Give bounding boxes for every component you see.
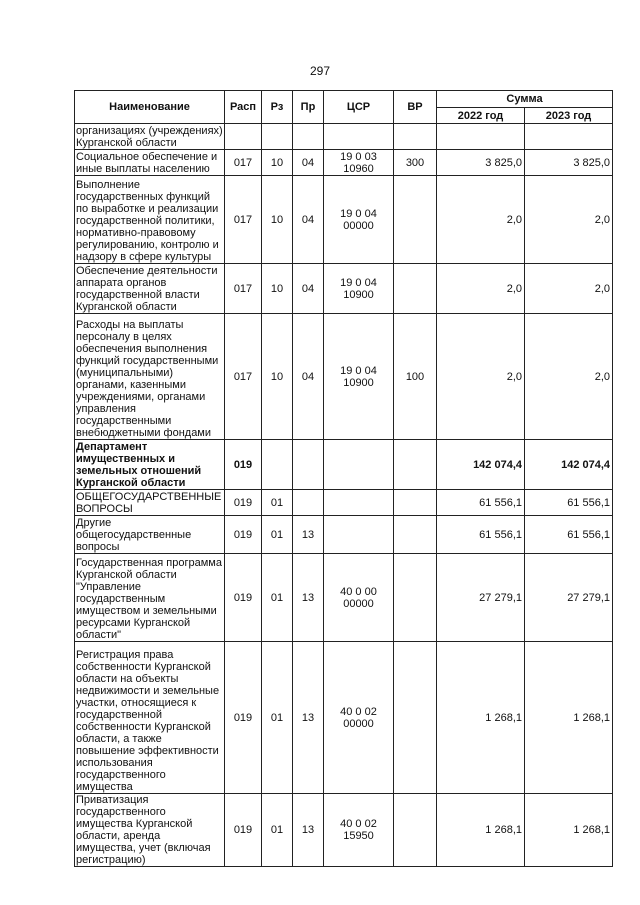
row-rz: 10 (262, 150, 293, 176)
row-rasp: 019 (225, 440, 262, 490)
row-pr (293, 490, 324, 516)
row-2022: 2,0 (437, 314, 525, 440)
row-vr (394, 642, 437, 794)
row-csr: 19 0 04 00000 (324, 176, 394, 264)
row-vr (394, 124, 437, 150)
row-2022: 2,0 (437, 264, 525, 314)
row-2023: 1 268,1 (525, 794, 613, 867)
row-pr: 04 (293, 176, 324, 264)
table-row (75, 554, 613, 642)
row-rasp: 017 (225, 176, 262, 264)
row-csr (324, 124, 394, 150)
header-pr: Пр (293, 91, 324, 124)
row-name: ОБЩЕГОСУДАРСТВЕННЫЕ ВОПРОСЫ (75, 490, 225, 516)
header-vr: ВР (394, 91, 437, 124)
row-pr (293, 440, 324, 490)
row-vr (394, 554, 437, 642)
row-2022: 3 825,0 (437, 150, 525, 176)
header-csr: ЦСР (324, 91, 394, 124)
row-name: Выполнение государственных функций по выработке и реализации государственной политики, нормативно-правовому регулированию, контролю и надзору в сфере культуры (75, 176, 225, 264)
row-name: Обеспечение деятельности аппарата органов государственной власти Курганской области (75, 264, 225, 314)
header-sum: Сумма (437, 91, 613, 108)
row-csr (324, 490, 394, 516)
row-rasp: 019 (225, 554, 262, 642)
row-rz: 01 (262, 516, 293, 554)
table-row (75, 124, 613, 150)
table-row (75, 176, 613, 264)
row-csr: 40 0 00 00000 (324, 554, 394, 642)
row-pr: 13 (293, 642, 324, 794)
row-csr (324, 440, 394, 490)
row-2023: 1 268,1 (525, 642, 613, 794)
row-rasp (225, 124, 262, 150)
table-row (75, 440, 613, 490)
table-row (75, 264, 613, 314)
row-rasp: 017 (225, 314, 262, 440)
row-name: Департамент имущественных и земельных отношений Курганской области (75, 440, 225, 490)
table-row (75, 314, 613, 440)
header-rasp: Расп (225, 91, 262, 124)
row-pr: 04 (293, 150, 324, 176)
row-vr: 100 (394, 314, 437, 440)
row-csr: 40 0 02 00000 (324, 642, 394, 794)
row-csr: 19 0 04 10900 (324, 264, 394, 314)
row-vr (394, 264, 437, 314)
row-2023: 142 074,4 (525, 440, 613, 490)
row-name: Социальное обеспечение и иные выплаты населению (75, 150, 225, 176)
row-rz (262, 440, 293, 490)
row-2023: 61 556,1 (525, 490, 613, 516)
header-2023: 2023 год (525, 108, 613, 124)
row-vr: 300 (394, 150, 437, 176)
row-rasp: 017 (225, 264, 262, 314)
row-2022: 2,0 (437, 176, 525, 264)
row-vr (394, 794, 437, 867)
row-csr: 19 0 03 10960 (324, 150, 394, 176)
row-name: Государственная программа Курганской области "Управление государственным имуществом и земельными ресурсами Курганской области" (75, 554, 225, 642)
header-2022: 2022 год (437, 108, 525, 124)
row-name: Другие общегосударственные вопросы (75, 516, 225, 554)
row-2023: 2,0 (525, 264, 613, 314)
row-rz: 10 (262, 314, 293, 440)
table-row (75, 490, 613, 516)
table-row (75, 150, 613, 176)
row-2022: 1 268,1 (437, 642, 525, 794)
row-rz: 01 (262, 554, 293, 642)
table-row (75, 516, 613, 554)
row-rz: 10 (262, 264, 293, 314)
row-rasp: 017 (225, 150, 262, 176)
row-2023: 2,0 (525, 314, 613, 440)
row-pr: 04 (293, 264, 324, 314)
row-2023: 2,0 (525, 176, 613, 264)
row-csr: 19 0 04 10900 (324, 314, 394, 440)
table-row (75, 642, 613, 794)
row-rasp: 019 (225, 516, 262, 554)
row-2022: 61 556,1 (437, 516, 525, 554)
row-rasp: 019 (225, 642, 262, 794)
row-vr (394, 440, 437, 490)
row-vr (394, 176, 437, 264)
row-vr (394, 516, 437, 554)
row-pr: 13 (293, 554, 324, 642)
row-rz: 01 (262, 642, 293, 794)
row-rasp: 019 (225, 794, 262, 867)
row-rz (262, 124, 293, 150)
row-name: Приватизация государственного имущества Курганской области, аренда имущества, учет (включая регистрацию) (75, 794, 225, 867)
row-2022: 1 268,1 (437, 794, 525, 867)
row-rz: 10 (262, 176, 293, 264)
row-2023: 61 556,1 (525, 516, 613, 554)
row-name: Расходы на выплаты персоналу в целях обеспечения выполнения функций государственными (муниципальными) органами, казенными учреждениями, органами управления государственными внебюджетными фондами (75, 314, 225, 440)
row-2023 (525, 124, 613, 150)
row-2022: 142 074,4 (437, 440, 525, 490)
header-name: Наименование (75, 91, 225, 124)
row-2023: 3 825,0 (525, 150, 613, 176)
header-rz: Рз (262, 91, 293, 124)
row-vr (394, 490, 437, 516)
row-rz: 01 (262, 490, 293, 516)
row-csr: 40 0 02 15950 (324, 794, 394, 867)
row-pr (293, 124, 324, 150)
row-pr: 04 (293, 314, 324, 440)
table-row (75, 794, 613, 867)
row-csr (324, 516, 394, 554)
row-name: Регистрация права собственности Курганской области на объекты недвижимости и земельные участки, относящиеся к государственной собственности Курганской области, а также повышение эффективности использования государственного имущества (75, 642, 225, 794)
row-pr: 13 (293, 794, 324, 867)
row-name: организациях (учреждениях) Курганской области (76, 125, 223, 149)
row-2022: 27 279,1 (437, 554, 525, 642)
row-2022: 61 556,1 (437, 490, 525, 516)
row-2023: 27 279,1 (525, 554, 613, 642)
row-2022 (437, 124, 525, 150)
page-number: 297 (309, 64, 331, 78)
row-pr: 13 (293, 516, 324, 554)
row-rz: 01 (262, 794, 293, 867)
budget-table (74, 90, 613, 867)
row-rasp: 019 (225, 490, 262, 516)
